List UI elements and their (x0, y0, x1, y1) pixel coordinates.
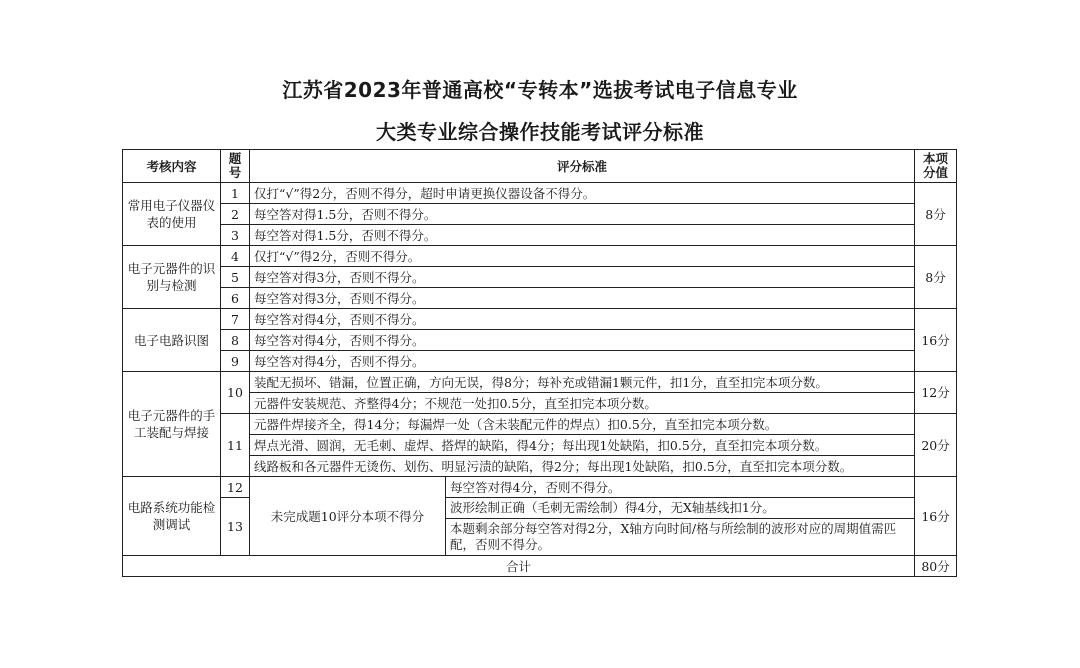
question-number: 2 (221, 204, 250, 225)
criteria-text: 每空答对得3分，否则不得分。 (250, 267, 915, 288)
question-number: 9 (221, 351, 250, 372)
question-number: 3 (221, 225, 250, 246)
criteria-text: 仅打“√”得2分，否则不得分，超时申请更换仪器设备不得分。 (250, 183, 915, 204)
criteria-text: 每空答对得4分，否则不得分。 (250, 309, 915, 330)
criteria-line: 本题剩余部分每空答对得2分，X轴方向时间/格与所绘制的波形对应的周期值需匹配，否则不得分。 (450, 521, 897, 552)
criteria-text: 每空答对得1.5分，否则不得分。 (250, 225, 915, 246)
criteria-text: 装配无损坏、错漏，位置正确，方向无误，得8分；每补充或错漏1颗元件，扣1分，直至扣完本项分数。 (250, 372, 915, 393)
question-number: 10 (221, 372, 250, 414)
criteria-text: 元器件焊接齐全，得14分；每漏焊一处（含未装配元件的焊点）扣0.5分，直至扣完本项分数。 (250, 414, 915, 435)
criteria-text: 每空答对得4分，否则不得分。 (250, 330, 915, 351)
criteria-text (446, 498, 915, 556)
header-num: 题号 (221, 150, 250, 183)
section-score: 16分 (915, 477, 957, 556)
criteria-text: 每空答对得1.5分，否则不得分。 (250, 204, 915, 225)
total-label: 合计 (123, 556, 915, 577)
table-row (123, 477, 957, 498)
header-row (123, 150, 957, 183)
criteria-line: 波形绘制正确（毛刺无需绘制）得4分，无X轴基线扣1分。 (446, 498, 914, 519)
criteria-text: 每空答对得4分，否则不得分。 (446, 477, 915, 498)
header-content: 考核内容 (123, 150, 221, 183)
total-row (123, 556, 957, 577)
table-row (123, 498, 957, 556)
table-row (123, 372, 957, 393)
question-number: 7 (221, 309, 250, 330)
header-score: 本项分值 (915, 150, 957, 183)
table-row (123, 309, 957, 330)
table-row (123, 183, 957, 204)
section-name: 电子元器件的手工装配与焊接 (123, 372, 221, 477)
question-number: 6 (221, 288, 250, 309)
question-number: 4 (221, 246, 250, 267)
criteria-text: 焊点光滑、圆润，无毛刺、虚焊、搭焊的缺陷，得4分；每出现1处缺陷，扣0.5分，直至扣完本项分数。 (250, 435, 915, 456)
criteria-text: 元器件安装规范、齐整得4分；不规范一处扣0.5分，直至扣完本项分数。 (250, 393, 915, 414)
section-name: 常用电子仪器仪表的使用 (123, 183, 221, 246)
section-score: 16分 (915, 309, 957, 372)
document-title-line1: 江苏省2023年普通高校“专转本”选拔考试电子信息专业 (282, 78, 798, 102)
table-row (123, 351, 957, 372)
table-row (123, 225, 957, 246)
table-row (123, 204, 957, 225)
section-name: 电子元器件的识别与检测 (123, 246, 221, 309)
question-number: 11 (221, 414, 250, 477)
section-score: 8分 (915, 183, 957, 246)
table-row (123, 267, 957, 288)
section-name: 电路系统功能检测调试 (123, 477, 221, 556)
question-number: 13 (221, 498, 250, 556)
table-row (123, 330, 957, 351)
section-score: 12分 (915, 372, 957, 414)
table-row (123, 246, 957, 267)
criteria-text: 每空答对得3分，否则不得分。 (250, 288, 915, 309)
section-score: 20分 (915, 414, 957, 477)
table-row (123, 288, 957, 309)
total-score: 80分 (915, 556, 957, 577)
table-row (123, 414, 957, 435)
question-number: 1 (221, 183, 250, 204)
question-number: 5 (221, 267, 250, 288)
scoring-table (122, 149, 957, 577)
criteria-text: 每空答对得4分，否则不得分。 (250, 351, 915, 372)
criteria-text: 线路板和各元器件无烫伤、划伤、明显污渍的缺陷，得2分；每出现1处缺陷，扣0.5分，直至扣完本项分数。 (250, 456, 915, 477)
criteria-text: 仅打“√”得2分，否则不得分。 (250, 246, 915, 267)
section-score: 8分 (915, 246, 957, 309)
section-note: 未完成题10评分本项不得分 (250, 477, 446, 556)
question-number: 8 (221, 330, 250, 351)
question-number: 12 (221, 477, 250, 498)
header-criteria: 评分标准 (250, 150, 915, 183)
section-name: 电子电路识图 (123, 309, 221, 372)
document-title-line2: 大类专业综合操作技能考试评分标准 (376, 120, 704, 144)
